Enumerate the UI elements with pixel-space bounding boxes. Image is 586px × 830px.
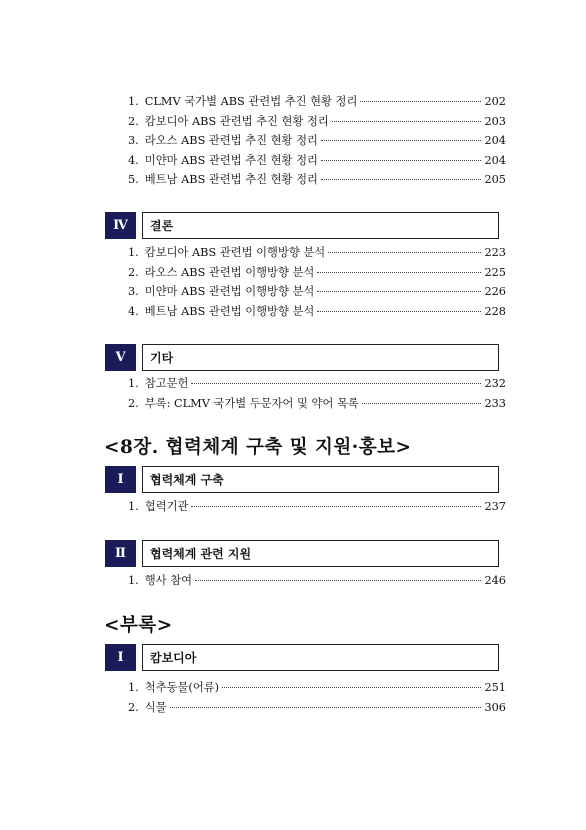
toc-entry[interactable] [128,498,506,518]
entry-page: 204 [484,153,506,167]
toc-entry[interactable] [128,264,506,284]
section-header-misc[interactable] [105,344,499,371]
entry-page: 223 [484,246,506,259]
toc-entry[interactable] [128,303,506,323]
leader-dots [170,707,482,708]
leader-dots [321,140,482,141]
entry-number: 2. [128,114,139,128]
leader-dots [321,179,482,180]
toc-list [128,375,506,414]
entry-number: 2. [128,265,139,279]
section-header-cooperation[interactable] [105,466,499,493]
leader-dots [222,687,481,688]
section-number-badge: Ⅴ [105,344,136,371]
entry-page: 205 [484,173,506,186]
entry-title: 미얀마 ABS 관련법 추진 현황 정리 [144,153,318,167]
leader-dots [328,252,481,253]
toc-entry[interactable] [128,171,506,191]
section-header-support[interactable] [105,540,499,567]
section-title: 결론 [142,212,499,239]
entry-title: 미얀마 ABS 관련법 이행방향 분석 [144,285,315,298]
entry-number: 2. [128,700,139,714]
entry-number: 4. [128,153,139,167]
entry-page: 202 [484,95,506,108]
entry-title: 캄보디아 ABS 관련법 이행방향 분석 [144,246,326,259]
entry-page: 232 [484,377,506,390]
entry-number: 3. [128,134,139,147]
entry-title: 협력기관 [144,500,189,513]
toc-list [128,679,506,718]
section-number-badge: Ⅰ [105,644,136,671]
leader-dots [191,506,481,507]
entry-title: 베트남 ABS 관련법 이행방향 분석 [144,304,315,318]
entry-number: 1. [128,377,139,390]
section-number-badge: Ⅳ [105,212,136,239]
toc-entry[interactable] [128,113,506,133]
entry-page: 233 [484,396,506,410]
entry-title: 라오스 ABS 관련법 이행방향 분석 [144,265,315,279]
toc-entry[interactable] [128,699,506,719]
leader-dots [191,383,481,384]
leader-dots [321,160,482,161]
leader-dots [317,291,481,292]
toc-entry[interactable] [128,93,506,113]
entry-page: 306 [484,700,506,714]
entry-page: 246 [484,574,506,587]
chapter-heading: <8장. 협력체계 구축 및 지원·홍보> [104,437,412,458]
toc-entry[interactable] [128,152,506,172]
toc-entry[interactable] [128,375,506,395]
leader-dots [332,121,482,122]
entry-number: 1. [128,574,139,587]
toc-list [128,93,506,191]
section-header-conclusion[interactable] [105,212,499,239]
entry-title: 캄보디아 ABS 관련법 추진 현황 정리 [144,114,329,128]
entry-number: 5. [128,173,139,186]
toc-entry[interactable] [128,244,506,264]
entry-number: 1. [128,246,139,259]
appendix-heading: <부록> [104,615,173,636]
toc-list [128,244,506,322]
toc-entry[interactable] [128,395,506,415]
entry-number: 4. [128,304,139,318]
entry-title: 참고문헌 [144,377,189,390]
toc-entry[interactable] [128,283,506,303]
leader-dots [317,311,481,312]
entry-title: 행사 참여 [144,574,193,587]
toc-entry[interactable] [128,572,506,592]
leader-dots [317,272,481,273]
entry-title: CLMV 국가별 ABS 관련법 추진 현황 정리 [144,95,358,108]
section-title: 협력체계 구축 [142,466,499,493]
entry-title: 베트남 ABS 관련법 추진 현황 정리 [144,173,318,186]
entry-page: 203 [484,114,506,128]
entry-page: 251 [484,681,506,694]
entry-number: 1. [128,95,139,108]
leader-dots [360,101,481,102]
entry-number: 2. [128,396,139,410]
section-number-badge: Ⅱ [105,540,136,567]
section-title: 협력체계 관련 지원 [142,540,499,567]
leader-dots [195,580,481,581]
section-header-cambodia[interactable] [105,644,499,671]
section-title: 기타 [142,344,499,371]
entry-title: 부록: CLMV 국가별 두문자어 및 약어 목록 [144,396,359,410]
section-number-badge: Ⅰ [105,466,136,493]
entry-number: 1. [128,681,139,694]
toc-entry[interactable] [128,132,506,152]
entry-page: 228 [484,304,506,318]
toc-entry[interactable] [128,679,506,699]
entry-page: 237 [484,500,506,513]
leader-dots [362,403,482,404]
entry-page: 226 [484,285,506,298]
entry-number: 1. [128,500,139,513]
entry-title: 식물 [144,700,167,714]
toc-list [128,572,506,592]
entry-title: 라오스 ABS 관련법 추진 현황 정리 [144,134,318,147]
entry-page: 204 [484,134,506,147]
entry-number: 3. [128,285,139,298]
toc-list [128,498,506,518]
entry-title: 척추동물(어류) [144,681,220,694]
section-title: 캄보디아 [142,644,499,671]
entry-page: 225 [484,265,506,279]
